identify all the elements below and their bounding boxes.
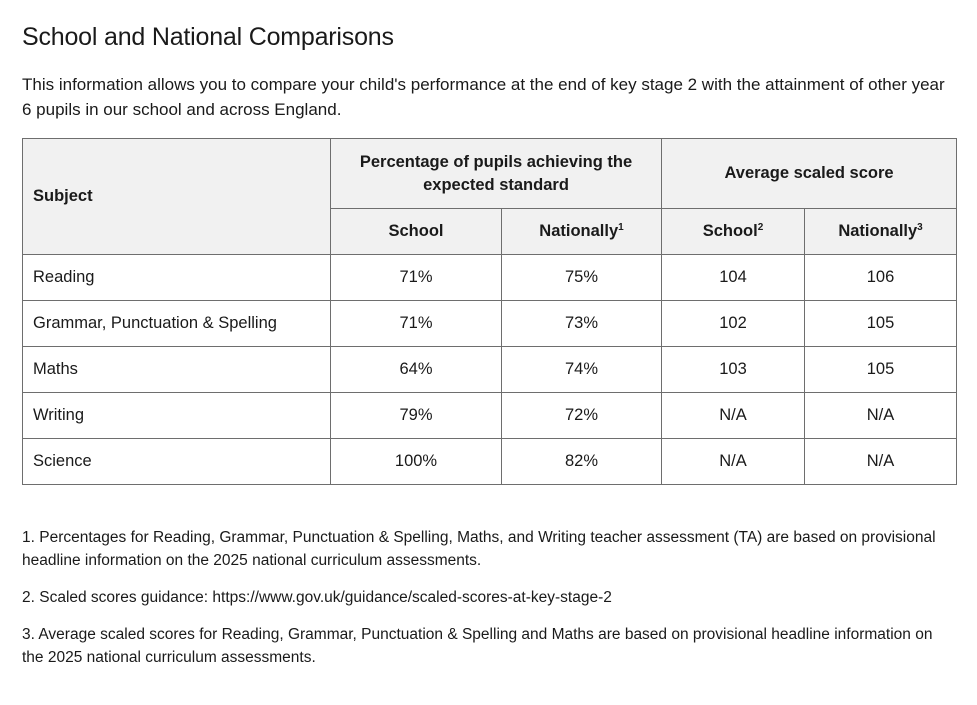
footnote-2: 2. Scaled scores guidance: https://www.gov.uk/guidance/scaled-scores-at-key-stage-2 — [22, 589, 612, 606]
score-school-cell: 102 — [662, 301, 805, 347]
footnote-1: 1. Percentages for Reading, Grammar, Punctuation & Spelling, Maths, and Writing teacher assessment (TA) are based on provisional headline information on the 2025 national curriculum assessments. — [22, 529, 936, 569]
footnote-ref-1: 1 — [618, 222, 624, 233]
pct-national-cell: 72% — [502, 393, 662, 439]
footnote-3: 3. Average scaled scores for Reading, Grammar, Punctuation & Spelling and Maths are based on provisional headline information on the 2025 national curriculum assessments. — [22, 626, 933, 666]
score-national-cell: 105 — [805, 301, 957, 347]
subject-cell: Reading — [23, 255, 331, 301]
score-national-header: Nationally$^3$ — [805, 209, 957, 255]
pct-school-cell: 71% — [331, 301, 502, 347]
pct-national-cell: 74% — [502, 347, 662, 393]
pct-national-cell: 82% — [502, 439, 662, 485]
pct-national-cell: 75% — [502, 255, 662, 301]
score-national-cell: 106 — [805, 255, 957, 301]
subject-cell: Science — [23, 439, 331, 485]
comparison-table — [22, 138, 957, 485]
table-row — [23, 393, 957, 439]
score-national-cell: 105 — [805, 347, 957, 393]
pct-school-cell: 71% — [331, 255, 502, 301]
pct-national-cell: 73% — [502, 301, 662, 347]
subject-cell: Writing — [23, 393, 331, 439]
pct-school-cell: 100% — [331, 439, 502, 485]
pct-school-header: School — [331, 209, 502, 255]
score-national-cell: N/A — [805, 393, 957, 439]
footnote-ref-2: 2 — [757, 222, 764, 233]
page-title: School and National Comparisons — [22, 23, 394, 51]
subject-column-header: Subject — [23, 139, 331, 255]
footnote-ref-3: 3 — [917, 222, 923, 233]
table-row — [23, 255, 957, 301]
score-national-cell: N/A — [805, 439, 957, 485]
subject-cell: Maths — [23, 347, 331, 393]
score-school-header: School$^2$ — [662, 209, 805, 255]
pct-school-cell: 64% — [331, 347, 502, 393]
score-school-cell: N/A — [662, 439, 805, 485]
intro-paragraph: This information allows you to compare your child's performance at the end of key stage 2 with the attainment of other year 6 pupils in our school and across England. — [22, 75, 945, 119]
percentage-group-header: Percentage of pupils achieving the expected standard — [331, 139, 662, 209]
score-school-cell: 104 — [662, 255, 805, 301]
table-row — [23, 301, 957, 347]
score-school-cell: N/A — [662, 393, 805, 439]
subject-cell: Grammar, Punctuation & Spelling — [23, 301, 331, 347]
score-school-cell: 103 — [662, 347, 805, 393]
table-row — [23, 439, 957, 485]
pct-school-cell: 79% — [331, 393, 502, 439]
table-header-row — [23, 139, 957, 209]
table-row — [23, 347, 957, 393]
footnotes — [22, 526, 952, 683]
pct-national-header: Nationally$^1$ — [502, 209, 662, 255]
scaled-score-group-header: Average scaled score — [662, 139, 957, 209]
